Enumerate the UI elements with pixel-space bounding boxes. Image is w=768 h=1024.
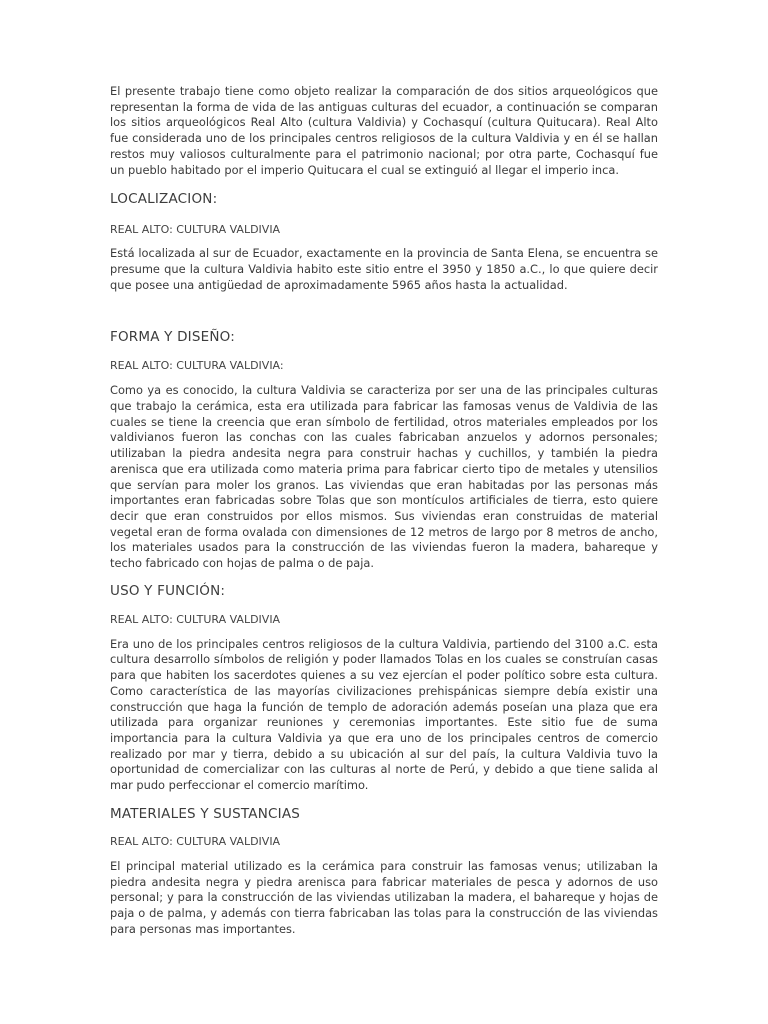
subheading-localizacion: REAL ALTO: CULTURA VALDIVIA	[110, 223, 281, 237]
heading-materiales: MATERIALES Y SUSTANCIAS	[110, 805, 301, 822]
subheading-forma-diseno: REAL ALTO: CULTURA VALDIVIA:	[110, 359, 284, 373]
heading-localizacion: LOCALIZACION:	[110, 191, 218, 208]
paragraph-forma-diseno: Como ya es conocido, la cultura Valdivia se caracteriza por ser una de las principales culturas que trabajo la cerámica, esta era utilizada para fabricar las famosas venus de Valdivia de las cuales se tiene la creencia que eran símbolo de fertilidad, otros materiales empleados por los valdivianos fueron las conchas con las cuales fabricaban anzuelos y adornos personales; utilizaban la piedra andesita negra para construir hachas y cuchillos, y también la piedra arenisca que era utilizada como materia prima para fabricar cierto tipo de metales y utensilios que servían para moler los granos. Las viviendas que eran habitadas por las personas más importantes eran fabricadas sobre Tolas que son montículos artificiales de tierra, esto quiere decir que eran construidos por ellos mismos. Sus viviendas eran construidas de material vegetal eran de forma ovalada con dimensiones de 12 metros de largo por 8 metros de ancho, los materiales usados para la construcción de las viviendas fueron la madera, bahareque y techo fabricado con hojas de palma o de paja.	[110, 383, 658, 571]
subheading-uso-funcion: REAL ALTO: CULTURA VALDIVIA	[110, 612, 281, 626]
paragraph-materiales: El principal material utilizado es la cerámica para construir las famosas venus; utilizaban la piedra andesita negra y piedra arenisca para fabricar materiales de pesca y adornos de uso personal; y para la construcción de las viviendas utilizaban la madera, el bahareque y hojas de paja o de palma, y además con tierra fabricaban las tolas para la construcción de las viviendas para personas mas importantes.	[110, 858, 658, 936]
heading-uso-funcion: USO Y FUNCIÓN:	[110, 582, 226, 599]
intro-paragraph: El presente trabajo tiene como objeto realizar la comparación de dos sitios arqueológicos que representan la forma de vida de las antiguas culturas del ecuador, a continuación se comparan los sitios arqueológicos Real Alto (cultura Valdivia) y Cochasquí (cultura Quitucara). Real Alto fue considerada uno de los principales centros religiosos de la cultura Valdivia y en él se hallan restos muy valiosos culturalmente para el patrimonio nacional; por otra parte, Cochasquí fue un pueblo habitado por el imperio Quitucara el cual se extinguió al llegar el imperio inca.	[110, 84, 658, 177]
paragraph-localizacion: Está localizada al sur de Ecuador, exactamente en la provincia de Santa Elena, se encuentra se presume que la cultura Valdivia habito este sitio entre el 3950 y 1850 a.C., lo que quiere decir que posee una antigüedad de aproximadamente 5965 años hasta la actualidad.	[110, 246, 658, 292]
document-page	[110, 84, 658, 937]
heading-forma-diseno: FORMA Y DISEÑO:	[110, 329, 235, 346]
paragraph-uso-funcion: Era uno de los principales centros religiosos de la cultura Valdivia, partiendo del 3100 a.C. esta cultura desarrollo símbolos de religión y poder llamados Tolas en los cuales se construían casas para que habiten los sacerdotes quienes a su vez ejercían el poder político sobre esta cultura. Como característica de las mayorías civilizaciones prehispánicas siempre debía existir una construcción que haga la función de templo de adoración además poseían una plaza que era utilizada para organizar reuniones y ceremonias importantes. Este sitio fue de suma importancia para la cultura Valdivia ya que era uno de los principales centros de comercio realizado por mar y tierra, debido a su ubicación al sur del país, la cultura Valdivia tuvo la oportunidad de comercializar con las culturas al norte de Perú, y debido a que tiene salida al mar pudo perfeccionar el comercio marítimo.	[110, 636, 658, 793]
subheading-materiales: REAL ALTO: CULTURA VALDIVIA	[110, 834, 281, 848]
